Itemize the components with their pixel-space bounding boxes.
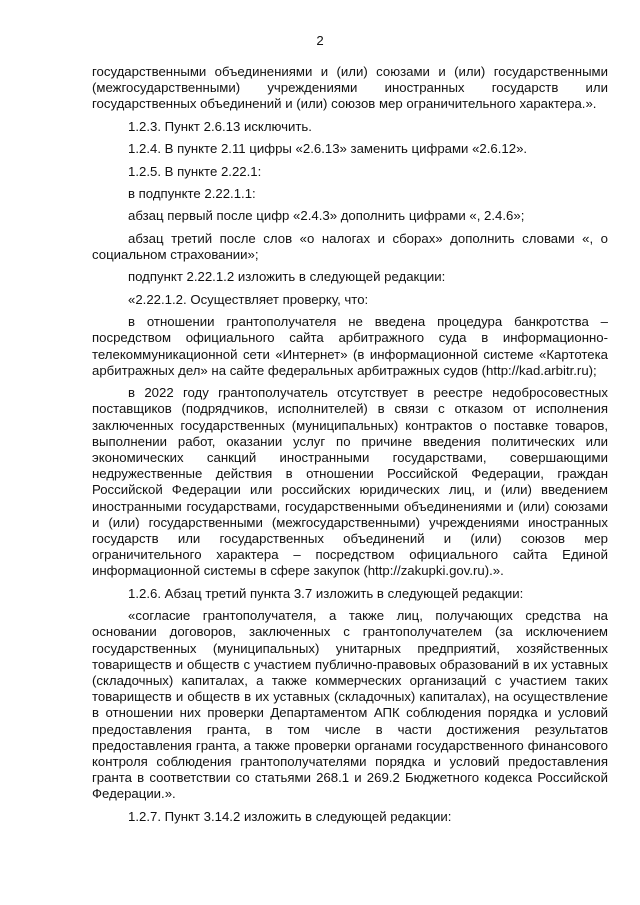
paragraph-1-2-6: 1.2.6. Абзац третий пункта 3.7 изложить в следующей редакции: bbox=[128, 585, 524, 601]
paragraph-1-2-5: 1.2.5. В пункте 2.22.1: bbox=[128, 163, 262, 179]
paragraph-bankruptcy-check: в отношении грантополучателя не введена процедура банкротства – посредством официального сайта арбитражного суда в информационно-телекоммуникационной сети «Интернет» (в информационной системе «Картотека арбитражных дел» на сайте федеральных арбитражных судов (http://kad.arbitr.ru); bbox=[92, 314, 608, 378]
paragraph-registry-check: в 2022 году грантополучатель отсутствует в реестре недобросовестных поставщиков (подрядчиков, исполнителей) в связи с отказом от исполнения заключенных государственных (муниципальных) контрактов о поставке товаров, выполнении работ, оказании услуг по причине введения политических или экономических санкций иностранными государствами, совершающими недружественные действия в отношении Российской Федерации, граждан Российской Федерации или российских юридических лиц, и (или) введением иностранными государствами, государственными объединениями и (или) союзами и (или) государственными (межгосударственными) учреждениями иностранных государств или государственных объединений и (или) союзов мер ограничительного характера – посредством официального сайта Единой информационной системы в сфере закупок (http://zakupki.gov.ru).». bbox=[92, 385, 608, 579]
paragraph-2-22-1-2-heading: «2.22.1.2. Осуществляет проверку, что: bbox=[128, 291, 369, 307]
paragraph-1-2-3: 1.2.3. Пункт 2.6.13 исключить. bbox=[128, 118, 312, 134]
page-number: 2 bbox=[316, 33, 324, 48]
paragraph-1-2-7: 1.2.7. Пункт 3.14.2 изложить в следующей редакции: bbox=[128, 808, 452, 824]
paragraph-continuation: государственными объединениями и (или) союзами и (или) государственными (межгосударственными) учреждениями иностранных государств или государственных объединений и (или) союзов мер ограничительного характера.». bbox=[92, 64, 608, 112]
paragraph-consent: «согласие грантополучателя, а также лиц, получающих средства на основании договоров, заключенных с грантополучателем (за исключением государственных (муниципальных) унитарных предприятий, хозяйственных товариществ и обществ с участием публично-правовых образований в их уставных (складочных) капиталах, а также коммерческих организаций с участием таких товариществ и обществ в их уставных (складочных) капиталах), на осуществление в отношении них проверки Департаментом АПК соблюдения порядка и условий предоставления гранта, в том числе в части достижения результатов предоставления гранта, а также проверки органами государственного финансового контроля соблюдения грантополучателями порядка и условий предоставления гранта в соответствии со статьями 268.1 и 269.2 Бюджетного кодекса Российской Федерации.». bbox=[92, 608, 608, 802]
paragraph-1-2-4: 1.2.4. В пункте 2.11 цифры «2.6.13» заменить цифрами «2.6.12». bbox=[128, 141, 528, 157]
paragraph-abzac-third: абзац третий после слов «о налогах и сборах» дополнить словами «, о социальном страховании»; bbox=[92, 230, 608, 262]
paragraph-abzac-first: абзац первый после цифр «2.4.3» дополнить цифрами «, 2.4.6»; bbox=[128, 208, 525, 224]
paragraph-subpoint-2-22-1-2: подпункт 2.22.1.2 изложить в следующей редакции: bbox=[128, 269, 446, 285]
paragraph-subpoint-2-22-1-1: в подпункте 2.22.1.1: bbox=[128, 185, 256, 201]
document-body bbox=[92, 64, 608, 831]
